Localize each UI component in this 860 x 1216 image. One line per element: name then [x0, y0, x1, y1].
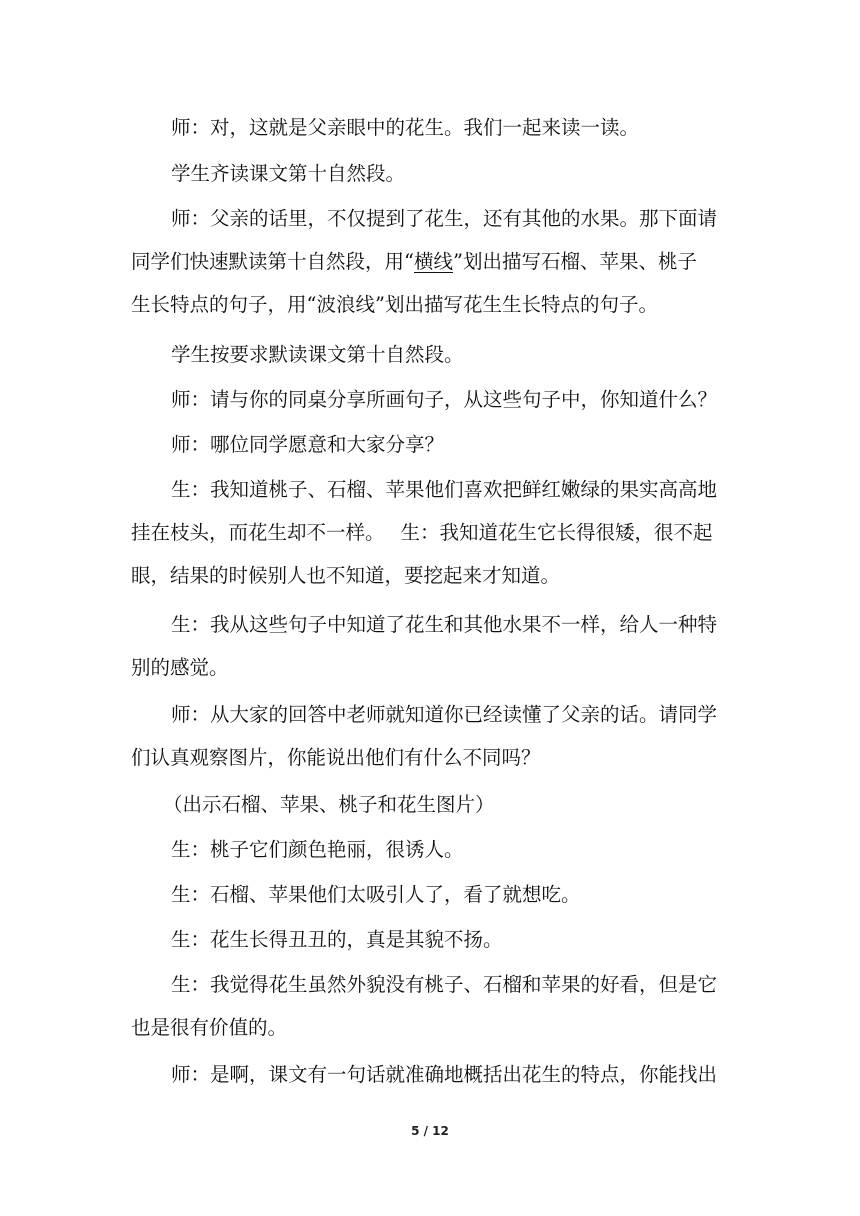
text-line: 生长特点的句子，用“波浪线”划出描写花生生长特点的句子。 — [131, 293, 658, 316]
text-line: 师：从大家的回答中老师就知道你已经读懂了父亲的话。请同学 — [171, 703, 718, 726]
paragraph — [131, 783, 741, 826]
paragraph — [131, 378, 741, 421]
text-line: 别的感觉。 — [131, 656, 229, 679]
text-line: 生：我觉得花生虽然外貌没有桃子、石榴和苹果的好看，但是它 — [171, 973, 718, 996]
text-line: （出示石榴、苹果、桃子和花生图片） — [163, 793, 495, 816]
text-line: 生：花生长得丑丑的，真是其貌不扬。 — [171, 928, 503, 951]
paragraph — [131, 468, 741, 597]
text-line: 挂在枝头，而花生却不一样。 生：我知道花生它长得很矮，很不起 — [131, 521, 713, 544]
text-line: 生：我知道桃子、石榴、苹果他们喜欢把鲜红嫩绿的果实高高地 — [171, 478, 718, 501]
paragraph — [131, 333, 741, 376]
text-line: 师：对，这就是父亲眼中的花生。我们一起来读一读。 — [171, 116, 640, 139]
paragraph — [131, 1053, 741, 1096]
text-line: 们认真观察图片，你能说出他们有什么不同吗？ — [131, 746, 541, 769]
text-line: 师：请与你的同桌分享所画句子，从这些句子中，你知道什么？ — [171, 388, 718, 411]
paragraph — [131, 918, 741, 961]
paragraph — [131, 828, 741, 871]
text-line: 师：父亲的话里，不仅提到了花生，还有其他的水果。那下面请 — [171, 207, 718, 230]
paragraph — [131, 873, 741, 916]
text-line: 也是很有价值的。 — [131, 1016, 288, 1039]
page-number: 5 / 12 — [411, 1124, 449, 1138]
text-line: 师：是啊，课文有一句话就准确地概括出花生的特点，你能找出 — [171, 1063, 718, 1086]
text-line: 生：石榴、苹果他们太吸引人了，看了就想吃。 — [171, 883, 581, 906]
paragraph — [131, 106, 741, 149]
text-line: 学生齐读课文第十自然段。 — [171, 162, 406, 185]
paragraph — [131, 197, 741, 326]
text-line: 学生按要求默读课文第十自然段。 — [171, 343, 464, 366]
text-line: 生：我从这些句子中知道了花生和其他水果不一样，给人一种特 — [171, 613, 718, 636]
text-line: 师：哪位同学愿意和大家分享？ — [171, 433, 445, 456]
paragraph — [131, 152, 741, 195]
text-line: 生：桃子它们颜色艳丽，很诱人。 — [171, 838, 464, 861]
paragraph — [131, 603, 741, 689]
paragraph — [131, 423, 741, 466]
text-line: 眼，结果的时候别人也不知道，要挖起来才知道。 — [131, 564, 561, 587]
paragraph — [131, 963, 741, 1049]
text-line: 同学们快速默读第十自然段，用“横线”划出描写石榴、苹果、桃子 — [131, 250, 697, 273]
paragraph — [131, 693, 741, 779]
underlined-term: 横线 — [413, 250, 453, 273]
